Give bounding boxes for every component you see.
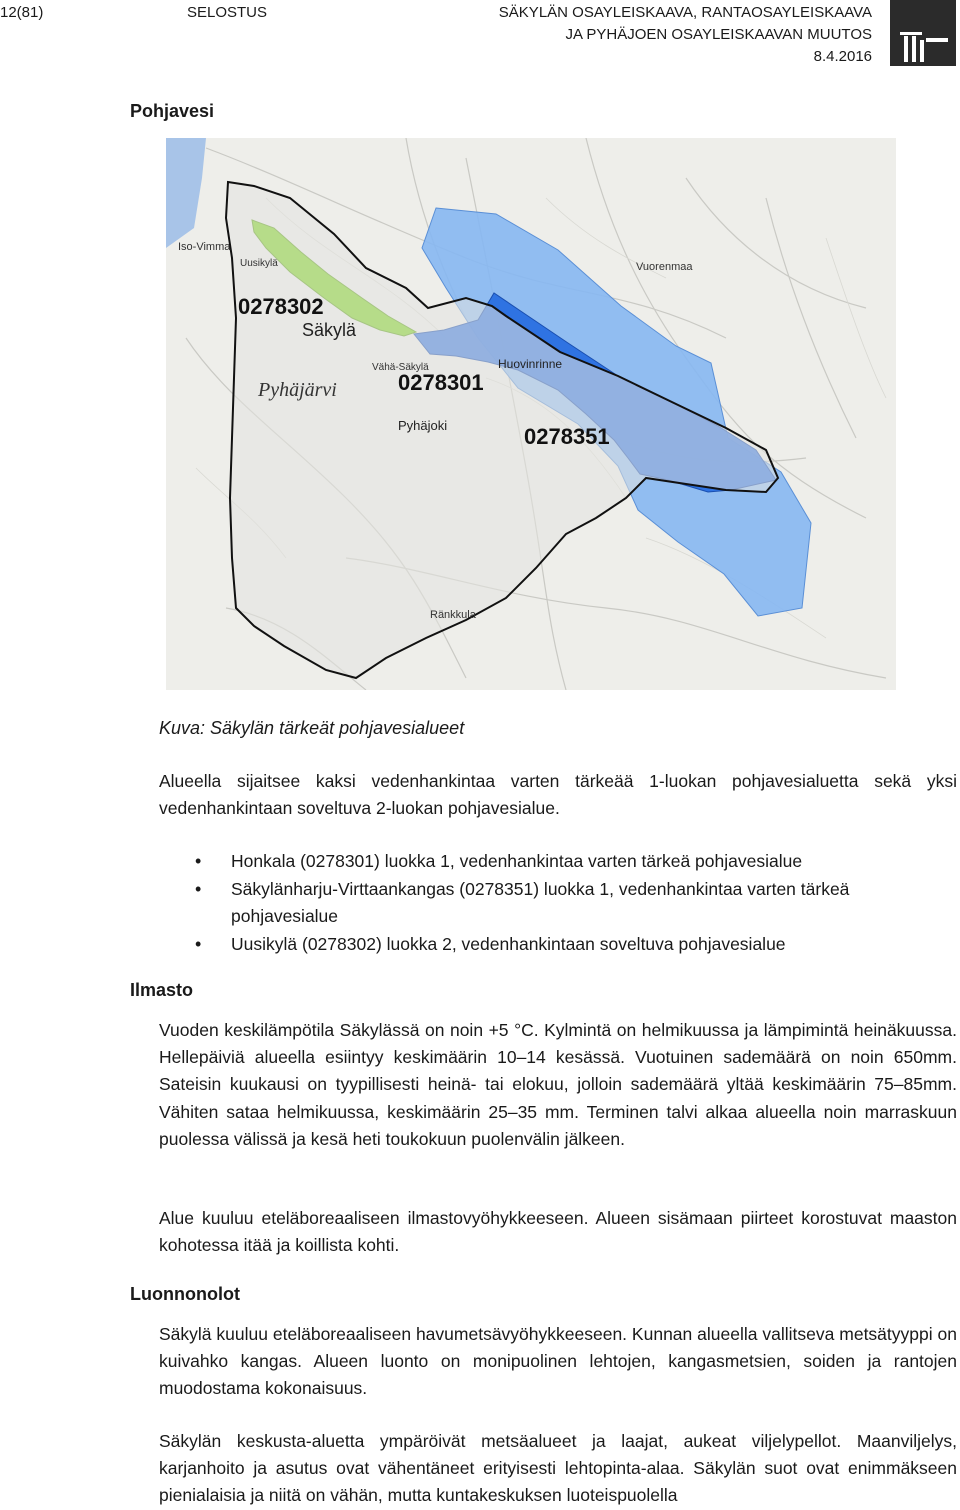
map-label-place: Ränkkula	[430, 609, 476, 621]
map-label-town: Säkylä	[302, 320, 357, 340]
map-label-place: Huovinrinne	[498, 357, 563, 371]
page-number: 12(81)	[0, 4, 44, 21]
map-label-0278302: 0278302	[238, 294, 324, 319]
pohjavesi-intro: Alueella sijaitsee kaksi vedenhankintaa varten tärkeää 1-luokan pohjavesialuetta sekä yksi vedenhankintaan soveltuva 2-luokan pohjavesialue.	[159, 771, 957, 819]
map-label-lake: Pyhäjärvi	[258, 379, 337, 401]
luonto-paragraph-2: Säkylän keskusta-aluetta ympäröivät metsäalueet ja laajat, aukeat viljelypellot. Maanviljelys, karjanhoito ja asutus ovat vähentäneet erityisesti lehtopinta-alaa. Säkylän suot ovat enimmäkseen pienialaisia ja niitä on vähän, mutta kuntakeskuksen luoteispuolella	[159, 1431, 957, 1506]
ilmasto-paragraph-2: Alue kuuluu eteläboreaaliseen ilmastovyöhykkeeseen. Alueen sisämaan piirteet korostuvat maaston kohotessa itää ja koillista kohti.	[159, 1208, 957, 1256]
figure-caption: Kuva: Säkylän tärkeät pohjavesialueet	[159, 718, 465, 738]
map-label-0278351: 0278351	[524, 424, 610, 449]
list-item: • Säkylänharju-Virttaankangas (0278351) luokka 1, vedenhankintaa varten tärkeä pohjavesialue	[159, 876, 959, 931]
list-item: • Honkala (0278301) luokka 1, vedenhankintaa varten tärkeä pohjavesialue	[159, 848, 959, 876]
document-title-line1: SÄKYLÄN OSAYLEISKAAVA, RANTAOSAYLEISKAAVA	[498, 4, 872, 21]
map-label-place: Uusikylä	[240, 258, 278, 269]
groundwater-map	[166, 138, 896, 690]
luonto-paragraph-1: Säkylä kuuluu eteläboreaaliseen havumetsävyöhykkeeseen. Kunnan alueella vallitseva metsätyyppi on kuivahko kangas. Alueen luonto on monipuolinen lehtojen, kangasmetsien, soiden ja rantojen muodostama kokonaisuus.	[159, 1324, 957, 1399]
map-label-place: Pyhäjoki	[398, 418, 448, 433]
section-heading-pohjavesi: Pohjavesi	[130, 101, 215, 121]
map-label-place: Iso-Vimma	[178, 241, 231, 253]
document-date: 8.4.2016	[813, 48, 872, 65]
document-section: SELOSTUS	[187, 4, 268, 21]
map-label-0278301: 0278301	[398, 370, 484, 395]
groundwater-area-list	[159, 848, 959, 958]
document-title-line2: JA PYHÄJOEN OSAYLEISKAAVAN MUUTOS	[565, 26, 872, 43]
map-label-place: Vuorenmaa	[636, 261, 693, 273]
ilmasto-paragraph-1: Vuoden keskilämpötila Säkylässä on noin +5 °C. Kylmintä on helmikuussa ja lämpimintä heinäkuussa. Hellepäiviä alueella esiintyy keskimäärin 10–14 kesässä. Vuotuinen sademäärä on noin 650mm. Sateisin kuukausi on tyypillisesti heinä- tai elokuu, jolloin sademäärä yltää keskimäärin 75–85mm. Vähiten sataa helmikuussa, keskimäärin 25–35 mm. Terminen talvi alkaa alueella noin marraskuun puolessa välissä ja kesä heti toukokuun puolenvälin jälkeen.	[159, 1020, 957, 1149]
organization-logo	[890, 0, 956, 66]
document-title	[412, 2, 872, 68]
section-heading-ilmasto: Ilmasto	[130, 980, 194, 1000]
map-label-place: Vähä-Säkylä	[372, 362, 429, 373]
list-item: • Uusikylä (0278302) luokka 2, vedenhankintaan soveltuva pohjavesialue	[159, 931, 959, 959]
section-heading-luonnonolot: Luonnonolot	[130, 1284, 240, 1304]
